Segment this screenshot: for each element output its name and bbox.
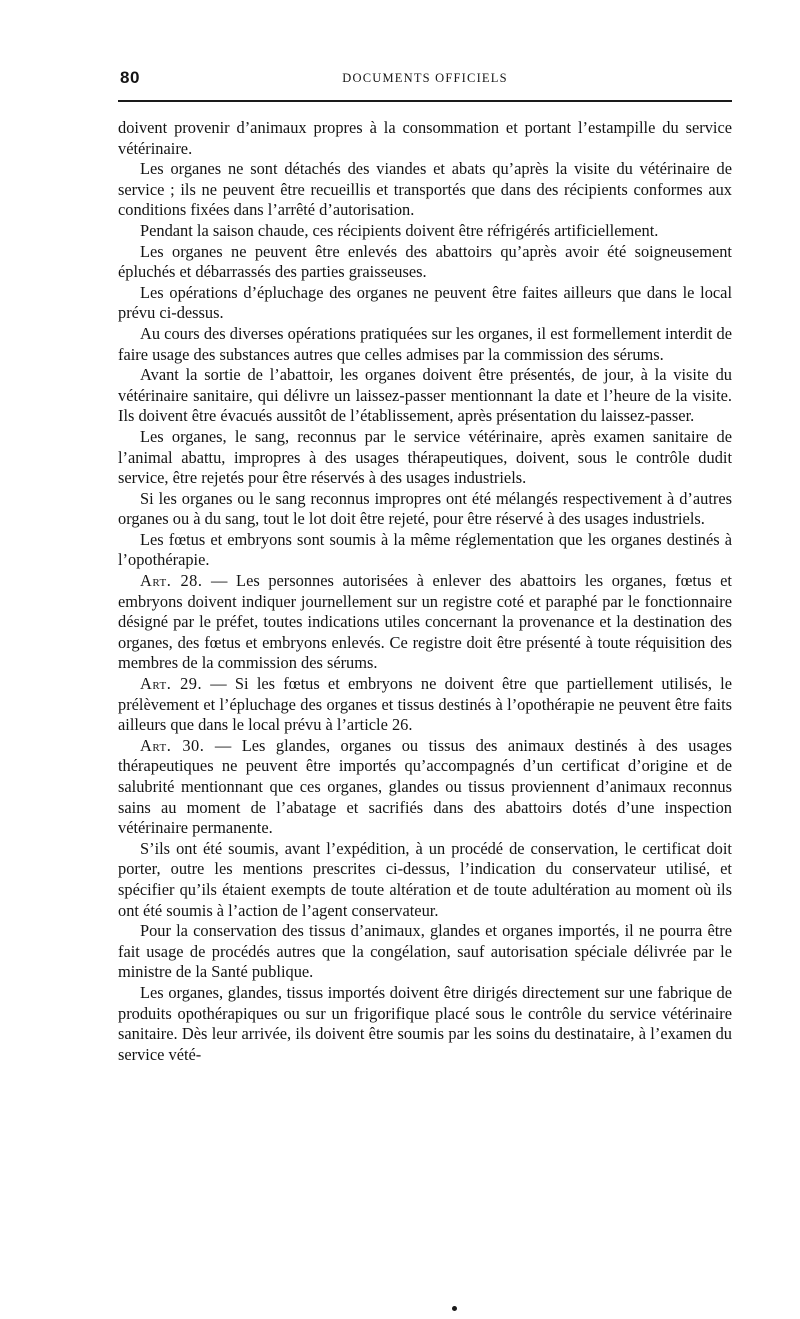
paragraph-substances: Au cours des diverses opérations pratiquées sur les organes, il est formellement interdit de faire usage des substances autres que celles admises par la commission des sérums.	[118, 323, 732, 364]
paragraph-melange: Si les organes ou le sang reconnus impropres ont été mélangés respectivement à d’autres organes ou à du sang, tout le lot doit être rejeté, pour être réservé à des usages industriels.	[118, 488, 732, 529]
article-29-text: — Si les fœtus et embryons ne doivent être que partiellement utilisés, le prélèvement et l’épluchage des organes et tissus destinés à l’opothérapie ne peuvent être faits ailleurs que dans le local prévu à l’article 26.	[118, 674, 732, 735]
paragraph-epluchage: Les opérations d’épluchage des organes ne peuvent être faites ailleurs que dans le local prévu ci-dessus.	[118, 282, 732, 323]
paragraph-conservation-certificat: S’ils ont été soumis, avant l’expédition, à un procédé de conservation, le certificat doit porter, outre les mentions prescrites ci-dessus, l’indication du conservateur utilisé, et spécifier qu’ils étaient exempts de toute altération et de toute adultération au moment où ils ont été soumis à l’action de l’agent conservateur.	[118, 838, 732, 920]
paragraph-saison-chaude: Pendant la saison chaude, ces récipients doivent être réfrigérés artificiellement.	[140, 220, 659, 240]
article-29	[118, 674, 732, 736]
article-29-label: Art. 29.	[140, 674, 203, 694]
article-28-label: Art. 28.	[140, 571, 203, 591]
header-rule	[118, 100, 732, 102]
page-header	[118, 68, 732, 96]
paragraph-continuation: doivent provenir d’animaux propres à la consommation et portant l’estampille du service vétérinaire.	[118, 118, 732, 158]
body-text	[118, 118, 732, 1065]
paragraph-organes-detaches: Les organes ne sont détachés des viandes et abats qu’après la visite du vétérinaire de service ; ils ne peuvent être recueillis et transportés que dans des récipients conformes aux conditions fixées dans l’arrêté d’autorisation.	[118, 159, 732, 220]
paragraph-foetus: Les fœtus et embryons sont soumis à la même réglementation que les organes destinés à l’opothérapie.	[118, 529, 732, 570]
running-title: DOCUMENTS OFFICIELS	[342, 71, 508, 85]
article-30	[118, 736, 732, 839]
article-28-text: — Les personnes autorisées à enlever des abattoirs les organes, fœtus et embryons doivent indiquer journellement sur un registre coté et paraphé par le fonctionnaire désigné par le préfet, toutes indications utiles concernant la provenance et la destination des organes, des fœtus et embryons enlevés. Ce registre doit être présenté à toute réquisition des membres de la commission des sérums.	[118, 571, 732, 673]
article-28	[118, 571, 732, 674]
paragraph-laissez-passer: Avant la sortie de l’abattoir, les organes doivent être présentés, de jour, à la visite du vétérinaire sanitaire, qui délivre un laissez-passer mentionnant la date et l’heure de la visite. Ils doivent être évacués aussitôt de l’établissement, après présentation du laissez-passer.	[118, 365, 732, 426]
article-30-text: — Les glandes, organes ou tissus des animaux destinés à des usages thérapeutiques ne peuvent être importés qu’accompagnés d’un certificat d’origine et de salubrité mentionnant que ces organes, glandes ou tissus proviennent d’animaux reconnus sains au moment de l’abatage et sacrifiés dans des abattoirs dotés d’une inspection vétérinaire permanente.	[118, 735, 732, 838]
article-30-label: Art. 30.	[140, 735, 205, 755]
print-speck	[452, 1306, 457, 1311]
paragraph-enlevement: Les organes ne peuvent être enlevés des abattoirs qu’après avoir été soigneusement épluchés et débarrassés des parties graisseuses.	[118, 241, 732, 282]
page-number: 80	[120, 68, 140, 87]
paragraph-fabrique: Les organes, glandes, tissus importés doivent être dirigés directement sur une fabrique de produits opothérapiques ou sur un frigorifique placé sous le contrôle du service vétérinaire sanitaire. Dès leur arrivée, ils doivent être soumis par les soins du destinataire, à l’examen du service vété-	[118, 982, 732, 1064]
paragraph-rejet-sang: Les organes, le sang, reconnus par le service vétérinaire, après examen sanitaire de l’animal abattu, impropres à des usages thérapeutiques, doivent, sous le contrôle dudit service, être rejetés pour être réservés à des usages industriels.	[118, 426, 732, 488]
paragraph-congelation: Pour la conservation des tissus d’animaux, glandes et organes importés, il ne pourra être fait usage de procédés autres que la congélation, sauf autorisation spéciale délivrée par le ministre de la Santé publique.	[118, 921, 732, 982]
